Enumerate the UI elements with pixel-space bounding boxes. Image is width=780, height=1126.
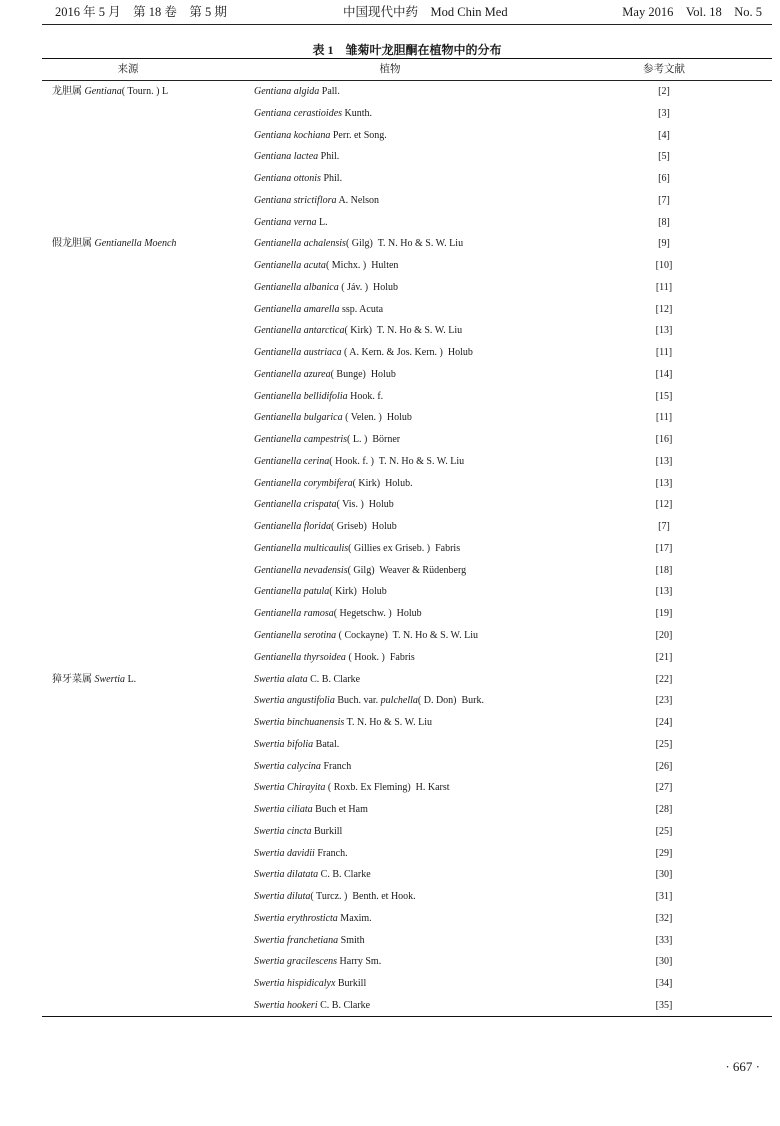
taxon-name: Swertia dilatata	[254, 869, 319, 881]
taxon-name: Swertia gracilescens	[254, 956, 338, 968]
source-cell	[52, 625, 214, 647]
taxon-name: Gentianella bellidifolia	[254, 390, 348, 402]
reference-cell: [28]	[655, 804, 673, 816]
table-row	[42, 843, 772, 865]
reference-cell: [10]	[655, 260, 673, 272]
column-header-plant: 植物	[379, 64, 401, 75]
reference-cell: [9]	[658, 238, 670, 250]
taxon-name: Gentianella azurea	[254, 368, 331, 380]
table-top-rule	[42, 58, 772, 59]
taxon-name: Gentianella florida	[254, 521, 331, 533]
author-text: L.	[316, 216, 328, 228]
table-row	[42, 756, 772, 778]
author-text: ( Hook. ) Fabris	[345, 651, 415, 663]
source-cell	[52, 342, 214, 364]
author-text: Burkill	[335, 978, 367, 990]
taxon-name: Gentianella achalensis	[254, 238, 346, 250]
page-number: · 667 ·	[725, 1059, 760, 1074]
plant-cell	[254, 255, 564, 277]
reference-cell: [20]	[655, 630, 673, 641]
source-cell	[52, 581, 214, 603]
taxon-name: Gentianella albanica	[254, 281, 339, 293]
source-cell	[52, 603, 214, 625]
author-text: C. B. Clarke	[317, 999, 371, 1011]
source-cell	[52, 255, 214, 277]
reference-cell: [11]	[655, 281, 673, 293]
table-row	[42, 930, 772, 952]
taxon-name: Swertia Chirayita	[254, 782, 326, 794]
source-cell	[52, 538, 214, 560]
reference-cell: [3]	[658, 107, 670, 119]
taxon-name: Gentiana ottonis	[254, 173, 321, 185]
taxon-name: Gentianella ramosa	[254, 608, 334, 620]
reference-cell: [26]	[655, 760, 673, 772]
plant-cell	[254, 995, 564, 1017]
reference-cell: [11]	[655, 347, 673, 359]
author-text: ( Bunge) Holub	[330, 368, 396, 380]
taxon-name: Gentianella thyrsoidea	[254, 651, 346, 663]
source-cell	[52, 190, 214, 212]
source-cell	[52, 799, 214, 821]
source-cell	[52, 690, 214, 712]
plant-cell	[254, 625, 564, 647]
table-row	[42, 364, 772, 386]
author-text: Burkill	[311, 825, 343, 837]
author-text: A. Nelson	[336, 194, 379, 206]
taxon-name: Gentiana algida	[254, 86, 320, 97]
source-cell	[52, 494, 214, 516]
source-text: L.	[125, 673, 137, 685]
table-row	[42, 407, 772, 429]
table-row	[42, 103, 772, 125]
taxon-name: Gentianella nevadensis	[254, 564, 348, 576]
plant-cell	[254, 669, 564, 691]
source-cell	[52, 886, 214, 908]
taxon-name: Gentiana lactea	[254, 151, 319, 163]
table-row	[42, 451, 772, 473]
plant-cell	[254, 473, 564, 495]
reference-cell: [13]	[655, 325, 673, 337]
author-text: ( Gilg) T. N. Ho & S. W. Liu	[345, 238, 464, 250]
author-text: Pall.	[319, 86, 340, 97]
taxon-name: Gentianella cerina	[254, 455, 330, 467]
source-cell	[52, 756, 214, 778]
plant-cell	[254, 168, 564, 190]
author-text: ( Gillies ex Griseb. ) Fabris	[348, 542, 461, 554]
author-text: ( L. ) Börner	[347, 434, 401, 446]
table-row	[42, 734, 772, 756]
table-row	[42, 951, 772, 973]
plant-cell	[254, 843, 564, 865]
source-cell	[52, 125, 214, 147]
plant-cell	[254, 233, 564, 255]
reference-cell: [7]	[658, 194, 670, 206]
table-row	[42, 995, 772, 1017]
reference-cell: [16]	[655, 434, 673, 446]
table-row	[42, 81, 772, 103]
source-cell	[52, 560, 214, 582]
reference-cell: [13]	[655, 455, 673, 467]
author-text: Batal.	[313, 738, 340, 750]
reference-cell: [18]	[655, 564, 673, 576]
reference-cell: [11]	[655, 412, 673, 424]
plant-cell	[254, 603, 564, 625]
taxon-name: Gentiana cerastioides	[254, 107, 343, 119]
reference-cell: [7]	[658, 521, 670, 533]
plant-cell	[254, 973, 564, 995]
plant-cell	[254, 494, 564, 516]
source-cell	[52, 473, 214, 495]
source-cell	[52, 320, 214, 342]
running-header-issue: 2016 年 5 月 第 18 卷 第 5 期	[55, 5, 227, 19]
author-text: ( Michx. ) Hulten	[325, 260, 399, 272]
reference-cell: [13]	[655, 586, 673, 598]
table-row	[42, 386, 772, 408]
plant-cell	[254, 103, 564, 125]
plant-cell	[254, 908, 564, 930]
table-row	[42, 233, 772, 255]
taxon-name: Gentianella corymbifera	[254, 477, 353, 489]
reference-cell: [12]	[655, 499, 673, 511]
taxon-name: Gentiana verna	[254, 216, 317, 228]
author-text: Buch et Ham	[312, 804, 368, 816]
plant-cell	[254, 364, 564, 386]
reference-cell: [32]	[655, 912, 673, 924]
genus-name: Gentianella Moench	[94, 238, 177, 250]
table-title: 表 1 雏菊叶龙胆酮在植物中的分布	[312, 43, 502, 57]
source-cell	[52, 299, 214, 321]
table-row	[42, 168, 772, 190]
reference-cell: [21]	[655, 651, 673, 663]
taxon-name: Gentianella antarctica	[254, 325, 345, 337]
plant-cell	[254, 712, 564, 734]
plant-cell	[254, 690, 564, 712]
taxon-name: Swertia bifolia	[254, 738, 314, 750]
author-text: ( Gilg) Weaver & Rüdenberg	[347, 564, 467, 576]
plant-cell	[254, 560, 564, 582]
plant-cell	[254, 581, 564, 603]
reference-cell: [22]	[655, 673, 673, 685]
table-row	[42, 538, 772, 560]
author-text: ( Kirk) T. N. Ho & S. W. Liu	[344, 325, 463, 337]
author-text: Kunth.	[342, 107, 373, 119]
reference-cell: [2]	[658, 86, 670, 97]
source-text: 假龙胆属	[52, 238, 95, 250]
reference-cell: [19]	[655, 608, 673, 620]
table-row	[42, 647, 772, 669]
source-cell	[52, 951, 214, 973]
table-row	[42, 669, 772, 691]
author-text: ( Vis. ) Holub	[336, 499, 394, 511]
source-cell	[52, 277, 214, 299]
plant-cell	[254, 647, 564, 669]
reference-cell: [29]	[655, 847, 673, 859]
taxon-name: Gentianella amarella	[254, 303, 340, 315]
plant-cell	[254, 190, 564, 212]
reference-cell: [14]	[655, 368, 673, 380]
source-text: 獐牙菜属	[52, 673, 95, 685]
source-cell	[52, 821, 214, 843]
source-cell	[52, 995, 214, 1017]
table-row	[42, 821, 772, 843]
author-text: Hook. f.	[347, 390, 384, 402]
reference-cell: [15]	[655, 390, 673, 402]
plant-cell	[254, 864, 564, 886]
taxon-name: Gentianella multicaulis	[254, 542, 349, 554]
taxon-name: Swertia hookeri	[254, 999, 318, 1011]
table-row	[42, 342, 772, 364]
plant-cell	[254, 407, 564, 429]
taxon-name: Gentianella campestris	[254, 434, 348, 446]
taxon-name: Gentiana kochiana	[254, 129, 331, 141]
reference-cell: [17]	[655, 542, 673, 554]
taxon-name: Swertia ciliata	[254, 804, 313, 816]
source-cell	[52, 777, 214, 799]
reference-cell: [31]	[655, 891, 673, 903]
table-row	[42, 494, 772, 516]
reference-cell: [27]	[655, 782, 673, 794]
source-cell	[52, 429, 214, 451]
reference-cell: [4]	[658, 129, 670, 141]
running-header-journal: 中国现代中药 Mod Chin Med	[343, 5, 508, 19]
source-cell	[52, 908, 214, 930]
genus-name: Gentiana	[84, 86, 122, 97]
taxon-name: Swertia hispidicalyx	[254, 978, 336, 990]
taxon-name: Gentianella crispata	[254, 499, 337, 511]
table-row	[42, 299, 772, 321]
source-cell	[52, 930, 214, 952]
source-cell	[52, 81, 214, 103]
plant-cell	[254, 277, 564, 299]
source-cell	[52, 669, 214, 691]
taxon-name: Gentianella acuta	[254, 260, 326, 272]
running-header-volume: May 2016 Vol. 18 No. 5	[622, 5, 762, 19]
author-text: ( Griseb) Holub	[330, 521, 397, 533]
table-row	[42, 277, 772, 299]
table-header-row	[42, 60, 772, 80]
taxon-name: Swertia davidii	[254, 847, 315, 859]
plant-cell	[254, 212, 564, 234]
source-cell	[52, 146, 214, 168]
source-cell	[52, 451, 214, 473]
plant-cell	[254, 342, 564, 364]
author-text: Smith	[338, 934, 365, 946]
table-row	[42, 908, 772, 930]
author-text: ( Velen. ) Holub	[342, 412, 412, 424]
taxon-name: Swertia erythrosticta	[254, 912, 338, 924]
table-bottom-rule	[42, 1016, 772, 1017]
source-cell	[52, 386, 214, 408]
column-header-source: 来源	[117, 64, 139, 75]
table-row	[42, 125, 772, 147]
plant-cell	[254, 386, 564, 408]
plant-cell	[254, 429, 564, 451]
plant-cell	[254, 777, 564, 799]
plant-cell	[254, 886, 564, 908]
author-text: Phil.	[320, 173, 343, 185]
author-text: ssp. Acuta	[339, 303, 384, 315]
reference-cell: [6]	[658, 173, 670, 185]
table-row	[42, 212, 772, 234]
source-cell	[52, 516, 214, 538]
source-cell	[52, 712, 214, 734]
table-row	[42, 146, 772, 168]
author-text: ( Jáv. ) Holub	[338, 281, 399, 293]
taxon-name: Swertia angustifolia	[254, 695, 335, 707]
reference-cell: [23]	[655, 695, 673, 707]
taxon-name: Gentianella bulgarica	[254, 412, 343, 424]
taxon-name: Swertia franchetiana	[254, 934, 339, 946]
taxon-name: Swertia diluta	[254, 891, 311, 903]
source-cell	[52, 407, 214, 429]
table-row	[42, 625, 772, 647]
plant-cell	[254, 734, 564, 756]
source-cell	[52, 103, 214, 125]
author-text: ( A. Kern. & Jos. Kern. ) Holub	[341, 347, 473, 359]
plant-cell	[254, 756, 564, 778]
reference-cell: [25]	[655, 825, 673, 837]
source-cell	[52, 364, 214, 386]
reference-cell: [8]	[658, 216, 670, 228]
table-row	[42, 690, 772, 712]
reference-cell: [30]	[655, 956, 673, 968]
source-cell	[52, 864, 214, 886]
reference-cell: [34]	[655, 978, 673, 990]
source-text: 龙胆属	[52, 86, 85, 97]
plant-cell	[254, 799, 564, 821]
table-row	[42, 712, 772, 734]
plant-cell	[254, 299, 564, 321]
author-text: T. N. Ho & S. W. Liu	[344, 717, 432, 729]
author-text: Maxim.	[337, 912, 372, 924]
taxon-name: pulchella	[380, 695, 418, 707]
table-row	[42, 973, 772, 995]
author-text: ( Hook. f. ) T. N. Ho & S. W. Liu	[329, 455, 465, 467]
source-cell	[52, 843, 214, 865]
table-row	[42, 581, 772, 603]
author-text: ( Kirk) Holub.	[352, 477, 413, 489]
taxon-name: Gentianella austriaca	[254, 347, 342, 359]
author-text: ( Turcz. ) Benth. et Hook.	[310, 891, 416, 903]
author-text: ( Kirk) Holub	[329, 586, 387, 598]
source-cell	[52, 233, 214, 255]
reference-cell: [13]	[655, 477, 673, 489]
table-row	[42, 864, 772, 886]
author-text: C. B. Clarke	[318, 869, 371, 881]
plant-cell	[254, 516, 564, 538]
table-row	[42, 190, 772, 212]
reference-cell: [30]	[655, 869, 673, 881]
column-header-reference: 参考文献	[643, 64, 685, 75]
source-text: ( Tourn. ) L	[121, 86, 169, 97]
table-row	[42, 560, 772, 582]
table-row	[42, 429, 772, 451]
plant-cell	[254, 951, 564, 973]
plant-cell	[254, 930, 564, 952]
table-body	[42, 81, 772, 1016]
taxon-name: Swertia alata	[254, 673, 308, 685]
plant-cell	[254, 146, 564, 168]
taxon-name: Gentianella patula	[254, 586, 330, 598]
source-cell	[52, 734, 214, 756]
plant-cell	[254, 81, 564, 103]
taxon-name: Swertia calycina	[254, 760, 321, 772]
source-cell	[52, 212, 214, 234]
author-text: Franch	[320, 760, 352, 772]
table-row	[42, 603, 772, 625]
reference-cell: [33]	[655, 934, 673, 946]
source-cell	[52, 168, 214, 190]
author-text: ( Roxb. Ex Fleming) H. Karst	[325, 782, 450, 794]
author-text: Perr. et Song.	[330, 129, 387, 141]
reference-cell: [5]	[658, 151, 670, 163]
author-text: ( Hegetschw. ) Holub	[333, 608, 422, 620]
table-row	[42, 799, 772, 821]
reference-cell: [25]	[655, 738, 673, 750]
author-text: ( D. Don) Burk.	[417, 695, 484, 707]
header-divider	[42, 24, 772, 25]
reference-cell: [35]	[655, 999, 673, 1011]
plant-cell	[254, 451, 564, 473]
taxon-name: Swertia cincta	[254, 825, 312, 837]
table-row	[42, 886, 772, 908]
author-text: Franch.	[314, 847, 348, 859]
plant-cell	[254, 125, 564, 147]
reference-cell: [24]	[655, 717, 673, 729]
reference-cell: [12]	[655, 303, 673, 315]
author-text: Phil.	[318, 151, 340, 163]
table-row	[42, 516, 772, 538]
table-row	[42, 255, 772, 277]
plant-cell	[254, 538, 564, 560]
taxon-name: Gentiana strictiflora	[254, 194, 337, 206]
author-text: ( Cockayne) T. N. Ho & S. W. Liu	[336, 630, 478, 641]
table-row	[42, 777, 772, 799]
author-text: Buch. var.	[334, 695, 381, 707]
plant-cell	[254, 821, 564, 843]
genus-name: Swertia	[94, 673, 126, 685]
table-row	[42, 320, 772, 342]
source-cell	[52, 973, 214, 995]
author-text: C. B. Clarke	[307, 673, 361, 685]
plant-cell	[254, 320, 564, 342]
taxon-name: Swertia binchuanensis	[254, 717, 345, 729]
author-text: Harry Sm.	[337, 956, 382, 968]
source-cell	[52, 647, 214, 669]
table-row	[42, 473, 772, 495]
taxon-name: Gentianella serotina	[254, 630, 337, 641]
